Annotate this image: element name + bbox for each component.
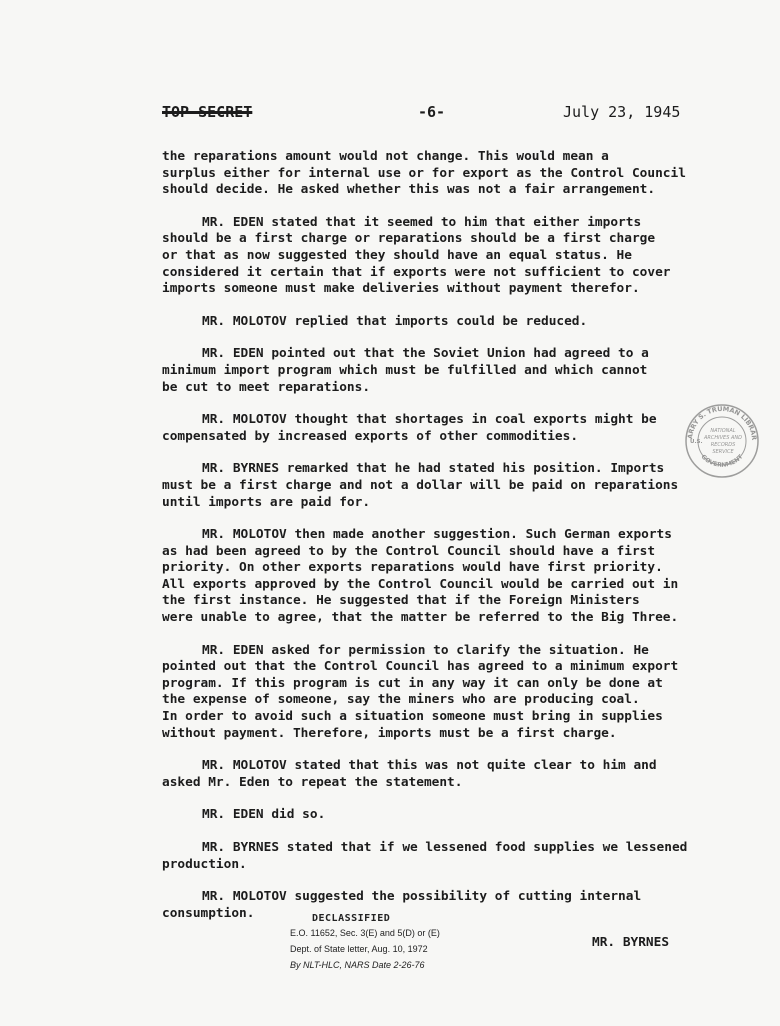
catchword: MR. BYRNES bbox=[592, 935, 670, 950]
text-line: MR. EDEN pointed out that the Soviet Union had agreed to a bbox=[202, 346, 649, 362]
body-paragraph bbox=[162, 412, 710, 445]
stamp-inner-line: SERVICE bbox=[712, 449, 734, 455]
text-line: must be a first charge and not a dollar will be paid on reparations bbox=[162, 477, 679, 493]
text-line: be cut to meet reparations. bbox=[162, 379, 371, 395]
text-line: the expense of someone, say the miners who are producing coal. bbox=[162, 692, 640, 708]
page-header bbox=[162, 103, 682, 125]
body-paragraph bbox=[162, 314, 710, 331]
text-line: pointed out that the Control Council has agreed to a minimum export bbox=[162, 659, 679, 675]
archives-seal-icon bbox=[684, 403, 760, 479]
text-line: surplus either for internal use or for export as the Control Council bbox=[162, 165, 686, 181]
text-line: In order to avoid such a situation someone must bring in supplies bbox=[162, 709, 663, 725]
text-line: MR. MOLOTOV replied that imports could be reduced. bbox=[202, 313, 588, 329]
text-line: the first instance. He suggested that if the Foreign Ministers bbox=[162, 593, 640, 609]
stamp-inner-line: RECORDS bbox=[710, 442, 736, 448]
declass-signature: By NLT-HLC, NARS Date 2-26-76 bbox=[290, 960, 425, 970]
text-line: asked Mr. Eden to repeat the statement. bbox=[162, 774, 463, 790]
text-line: until imports are paid for. bbox=[162, 494, 371, 510]
body-paragraph bbox=[162, 527, 710, 627]
body-paragraph bbox=[162, 215, 710, 298]
text-line: consumption. bbox=[162, 905, 255, 921]
text-line: production. bbox=[162, 856, 247, 872]
text-line: should decide. He asked whether this was not a fair arrangement. bbox=[162, 182, 656, 198]
text-line: MR. MOLOTOV then made another suggestion. Such German exports bbox=[202, 527, 672, 543]
body-paragraph bbox=[162, 346, 710, 396]
text-line: program. If this program is cut in any way it can only be done at bbox=[162, 675, 663, 691]
body-paragraph bbox=[162, 807, 710, 824]
svg-text:GOVERNMENT bbox=[700, 453, 745, 469]
text-line: considered it certain that if exports were not sufficient to cover bbox=[162, 264, 671, 280]
text-line: priority. On other exports reparations would have first priority. bbox=[162, 560, 663, 576]
declassification-stamp bbox=[290, 913, 490, 976]
stamp-arc-text: ARRY S. TRUMAN LIBRAR bbox=[686, 404, 759, 441]
document-date: July 23, 1945 bbox=[563, 103, 681, 121]
stamp-inner-line: ARCHIVES AND bbox=[704, 435, 742, 441]
declass-letter: Dept. of State letter, Aug. 10, 1972 bbox=[290, 944, 428, 954]
text-line: the reparations amount would not change. This would mean a bbox=[162, 149, 609, 164]
text-line: without payment. Therefore, imports must be a first charge. bbox=[162, 725, 617, 741]
national-archives-stamp bbox=[684, 403, 760, 479]
stamp-bottom-text: GOVERNMENT bbox=[699, 453, 745, 469]
text-line: should be a first charge or reparations should be a first charge bbox=[162, 231, 656, 247]
declass-title: DECLASSIFIED bbox=[312, 913, 391, 924]
body-paragraph bbox=[162, 840, 710, 873]
text-line: MR. EDEN asked for permission to clarify the situation. He bbox=[202, 642, 649, 658]
body-paragraph bbox=[162, 643, 710, 743]
text-line: were unable to agree, that the matter be referred to the Big Three. bbox=[162, 610, 679, 626]
stamp-side-text: U.S. bbox=[690, 439, 703, 445]
text-line: compensated by increased exports of other commodities. bbox=[162, 428, 579, 444]
body-paragraph bbox=[162, 149, 710, 199]
text-line: MR. MOLOTOV stated that this was not quite clear to him and bbox=[202, 758, 657, 774]
text-line: or that as now suggested they should have an equal status. He bbox=[162, 247, 632, 263]
body-paragraph bbox=[162, 461, 710, 511]
text-line: MR. MOLOTOV suggested the possibility of cutting internal bbox=[202, 889, 642, 905]
document-body bbox=[162, 149, 710, 922]
page-number: -6- bbox=[418, 103, 446, 121]
text-line: All exports approved by the Control Council would be carried out in bbox=[162, 576, 679, 592]
declass-authority: E.O. 11652, Sec. 3(E) and 5(D) or (E) bbox=[290, 928, 440, 938]
text-line: MR. BYRNES stated that if we lessened food supplies we lessened bbox=[202, 840, 688, 855]
classification-marking: TOP SECRET bbox=[162, 103, 253, 121]
text-line: as had been agreed to by the Control Council should have a first bbox=[162, 543, 656, 559]
text-line: MR. BYRNES remarked that he had stated his position. Imports bbox=[202, 461, 665, 477]
text-line: minimum import program which must be fulfilled and which cannot bbox=[162, 362, 648, 378]
stamp-inner-line: NATIONAL bbox=[710, 428, 736, 434]
body-paragraph bbox=[162, 758, 710, 791]
text-line: MR. MOLOTOV thought that shortages in coal exports might be bbox=[202, 412, 657, 428]
text-line: MR. EDEN did so. bbox=[202, 807, 326, 823]
text-line: MR. EDEN stated that it seemed to him that either imports bbox=[202, 214, 642, 230]
text-line: imports someone must make deliveries without payment therefor. bbox=[162, 281, 640, 297]
